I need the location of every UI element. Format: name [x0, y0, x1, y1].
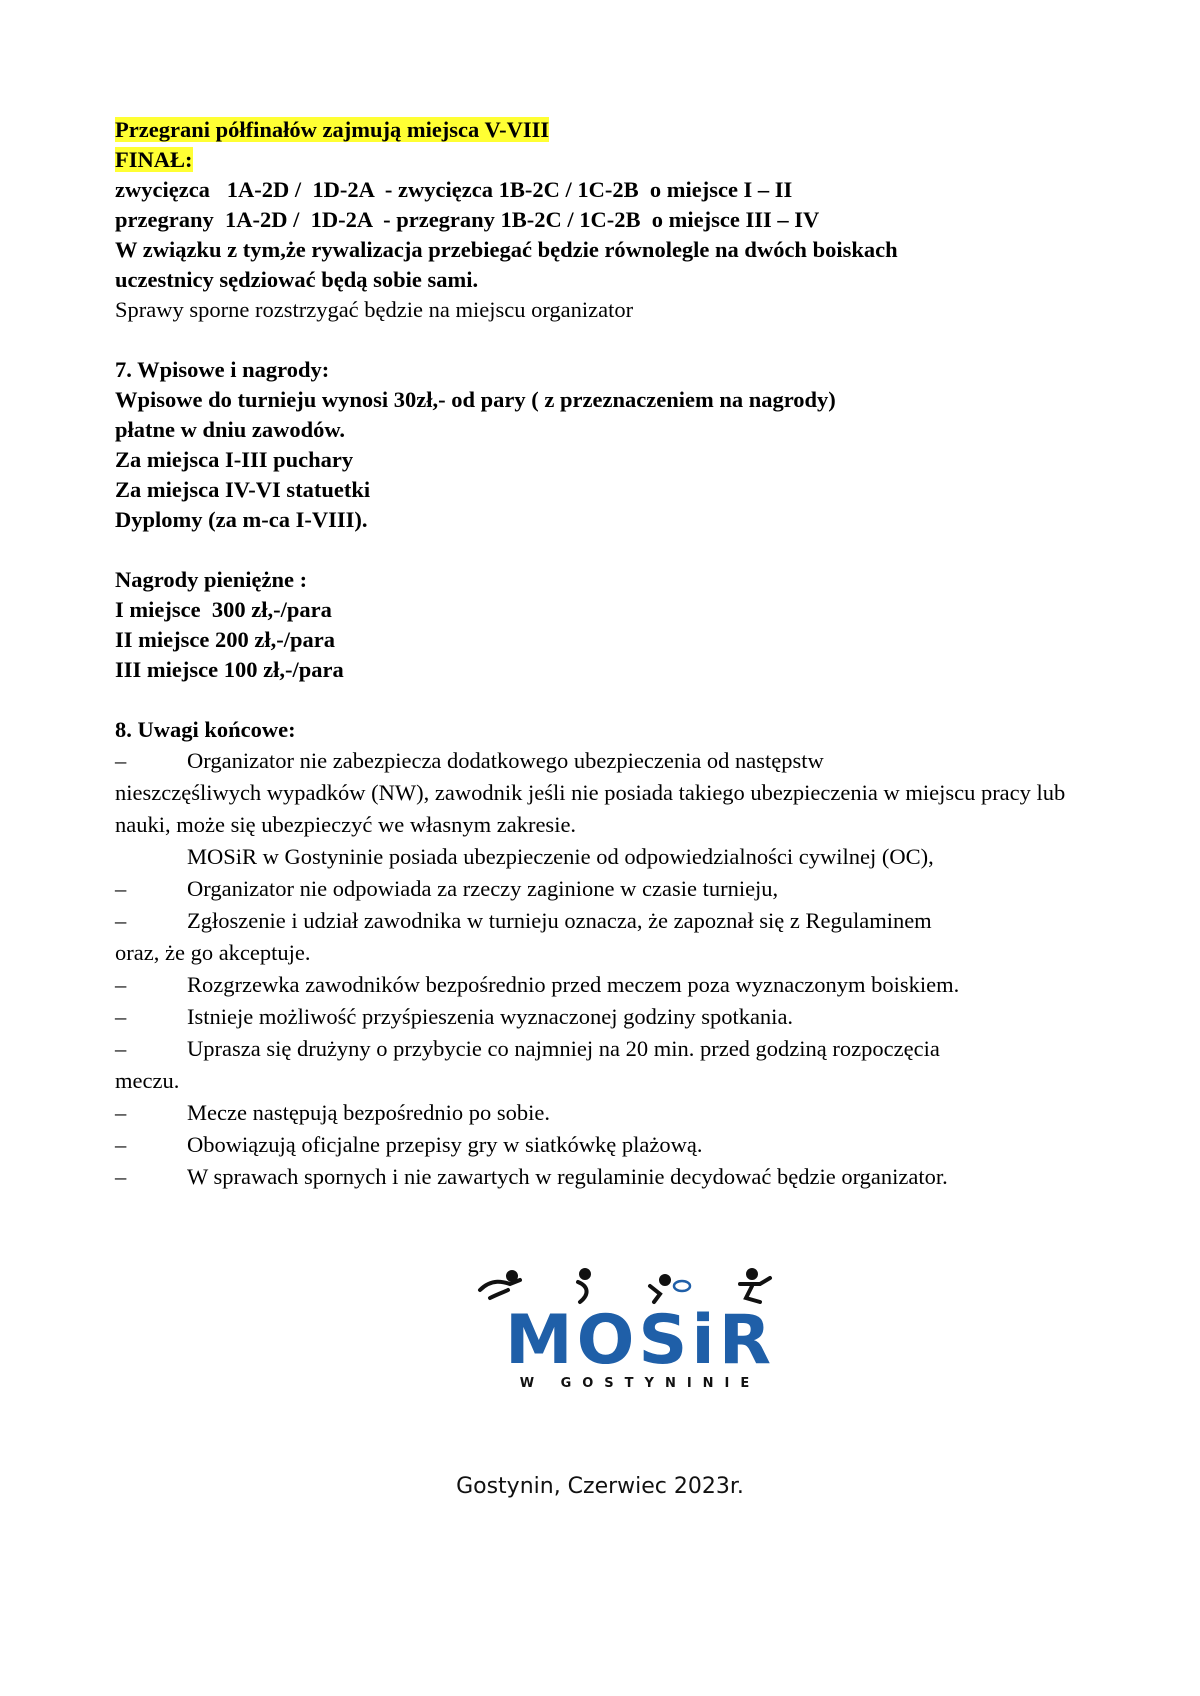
remark-item — [115, 745, 1115, 777]
remark-continuation: oraz, że go akceptuje. — [115, 940, 311, 965]
disputes-line: Sprawy sporne rozstrzygać będzie na miejscu organizator — [115, 297, 634, 322]
referee-note-line-2: uczestnicy sędziować będą sobie sami. — [115, 267, 479, 292]
list-dash: – — [115, 1132, 127, 1157]
prize-cups-line: Za miejsca I-III puchary — [115, 447, 354, 472]
entry-fee-line-1: Wpisowe do turnieju wynosi 30zł,- od pary ( z przeznaczeniem na nagrody) — [115, 387, 836, 412]
cash-prize-third: III miejsce 100 zł,-/para — [115, 657, 344, 682]
remark-item — [115, 1033, 1115, 1065]
remark-continuation: meczu. — [115, 1068, 180, 1093]
losers-placement-line: Przegrani półfinałów zajmują miejsca V-VIII — [115, 117, 550, 142]
losers-match-line: przegrany 1A-2D / 1D-2A - przegrany 1B-2C / 1C-2B o miejsce III – IV — [115, 207, 820, 232]
remark-text: Obowiązują oficjalne przepisy gry w siatkówkę plażową. — [187, 1132, 703, 1157]
remark-insurance-oc: MOSiR w Gostyninie posiada ubezpieczenie od odpowiedzialności cywilnej (OC), — [187, 844, 934, 869]
section-7-heading: 7. Wpisowe i nagrody: — [115, 357, 330, 382]
list-dash: – — [115, 908, 127, 933]
remark-text: Istnieje możliwość przyśpieszenia wyznaczonej godziny spotkania. — [187, 1004, 794, 1029]
cash-prizes-heading: Nagrody pieniężne : — [115, 567, 308, 592]
section-8-heading: 8. Uwagi końcowe: — [115, 717, 296, 742]
remark-item — [115, 1001, 1115, 1033]
final-heading: FINAŁ: — [115, 147, 193, 172]
logo-main-text: MOSiR — [504, 1301, 776, 1380]
remark-text: W sprawach spornych i nie zawartych w regulaminie decydować będzie organizator. — [187, 1164, 948, 1189]
remark-text: Organizator nie zabezpiecza dodatkowego ubezpieczenia od następstw — [187, 748, 824, 773]
document-page — [115, 115, 1115, 1193]
list-dash: – — [115, 1036, 127, 1061]
section-8 — [115, 715, 1115, 1193]
remark-text: Organizator nie odpowiada za rzeczy zaginione w czasie turnieju, — [187, 876, 779, 901]
prize-diplomas-line: Dyplomy (za m-ca I-VIII). — [115, 507, 368, 532]
list-dash: – — [115, 1100, 127, 1125]
entry-fee-line-2: płatne w dniu zawodów. — [115, 417, 346, 442]
place-date: Gostynin, Czerwiec 2023r. — [456, 1474, 744, 1499]
remark-item — [115, 1097, 1115, 1129]
remark-item — [115, 905, 1115, 937]
prize-statuettes-line: Za miejsca IV-VI statuetki — [115, 477, 371, 502]
remark-item — [115, 873, 1115, 905]
remark-text: Mecze następują bezpośrednio po sobie. — [187, 1100, 550, 1125]
remark-text: Rozgrzewka zawodników bezpośrednio przed meczem poza wyznaczonym boiskiem. — [187, 972, 960, 997]
list-dash: – — [115, 972, 127, 997]
remark-text: Zgłoszenie i udział zawodnika w turnieju oznacza, że zapoznał się z Regulaminem — [187, 908, 932, 933]
mosir-logo — [440, 1268, 840, 1398]
referee-note-line-1: W związku z tym,że rywalizacja przebiegać będzie równolegle na dwóch boiskach — [115, 237, 898, 262]
section-7 — [115, 355, 1115, 685]
list-dash: – — [115, 748, 127, 773]
remark-item — [115, 1129, 1115, 1161]
remark-item — [115, 1161, 1115, 1193]
cash-prize-second: II miejsce 200 zł,-/para — [115, 627, 335, 652]
remark-item — [115, 969, 1115, 1001]
remark-continuation: nieszczęśliwych wypadków (NW), zawodnik jeśli nie posiada takiego ubezpieczenia w miejscu pracy lub nauki, może się ubezpieczyć we własnym zakresie. — [115, 780, 1066, 837]
list-dash: – — [115, 876, 127, 901]
cash-prize-first: I miejsce 300 zł,-/para — [115, 597, 332, 622]
remark-text: Uprasza się drużyny o przybycie co najmniej na 20 min. przed godziną rozpoczęcia — [187, 1036, 940, 1061]
logo-sub-text: W GOSTYNINIE — [519, 1376, 761, 1391]
winners-match-line: zwycięzca 1A-2D / 1D-2A - zwycięzca 1B-2C / 1C-2B o miejsce I – II — [115, 177, 793, 202]
list-dash: – — [115, 1004, 127, 1029]
list-dash: – — [115, 1164, 127, 1189]
final-section — [115, 115, 1115, 325]
